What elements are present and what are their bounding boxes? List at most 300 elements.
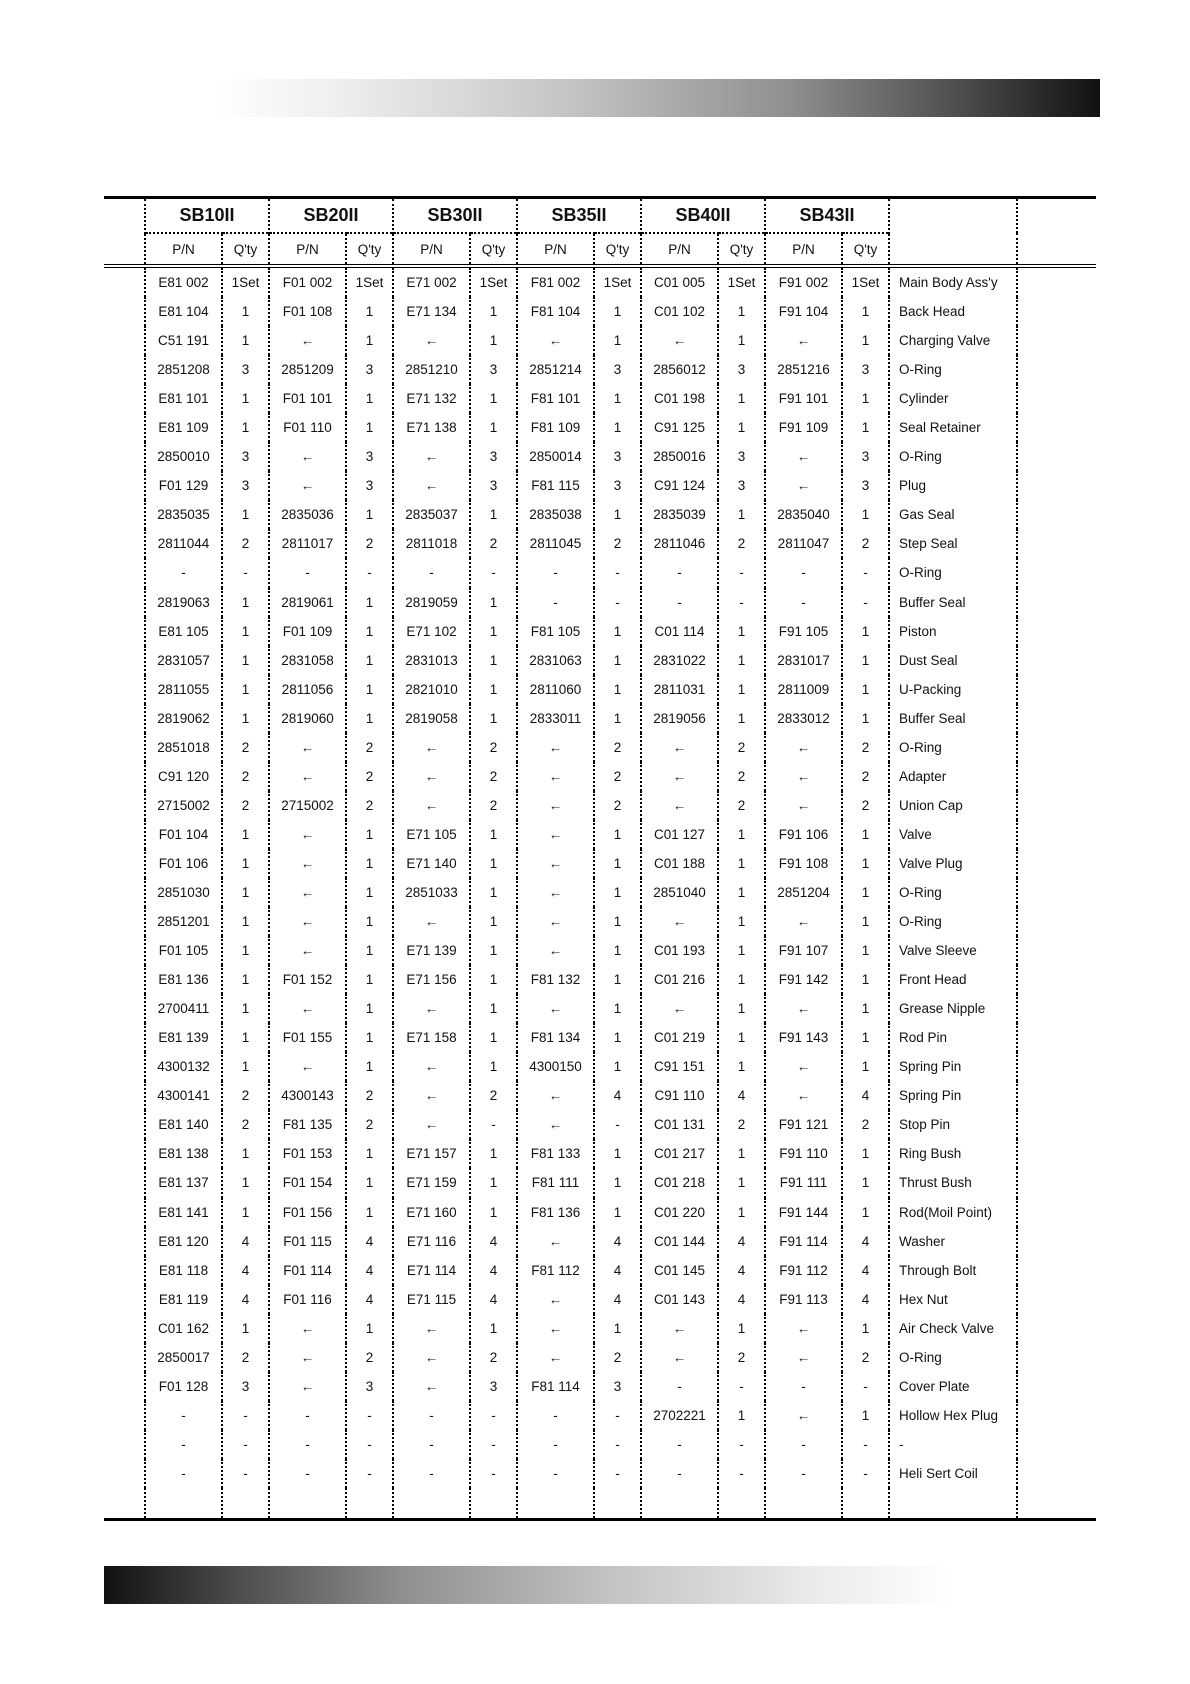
table-row <box>104 733 1096 762</box>
part-number-cell: 2851210 <box>393 355 470 384</box>
quantity-cell: 4 <box>346 1256 393 1285</box>
part-number-cell: C01 216 <box>641 965 718 994</box>
part-number-cell: 2833012 <box>765 704 842 733</box>
quantity-cell: 1 <box>346 907 393 936</box>
quantity-cell: 1Set <box>594 266 641 297</box>
quantity-cell: 1 <box>842 849 889 878</box>
part-number-cell: - <box>641 1372 718 1401</box>
quantity-cell: 1 <box>222 1139 269 1168</box>
model-header-row <box>104 198 1096 234</box>
quantity-cell: 2 <box>718 762 765 791</box>
part-number-cell: ← <box>269 849 346 878</box>
part-number-cell: E81 140 <box>145 1110 222 1139</box>
part-number-cell: F01 116 <box>269 1285 346 1314</box>
table-row <box>104 1430 1096 1459</box>
description-cell: Spring Pin <box>889 1052 1017 1081</box>
quantity-cell: 4 <box>470 1256 517 1285</box>
part-number-cell: E71 102 <box>393 617 470 646</box>
part-number-cell: ← <box>517 1343 594 1372</box>
part-number-cell: F01 002 <box>269 266 346 297</box>
quantity-cell: 1 <box>718 297 765 326</box>
part-number-cell: C01 143 <box>641 1285 718 1314</box>
description-cell: Back Head <box>889 297 1017 326</box>
quantity-cell: 1 <box>718 675 765 704</box>
quantity-cell: 4 <box>346 1285 393 1314</box>
table-row <box>104 675 1096 704</box>
description-cell: Ring Bush <box>889 1139 1017 1168</box>
part-number-cell: E71 116 <box>393 1227 470 1256</box>
quantity-cell: 3 <box>346 471 393 500</box>
part-number-cell: E81 119 <box>145 1285 222 1314</box>
part-number-cell: ← <box>517 994 594 1023</box>
quantity-cell: 1 <box>222 617 269 646</box>
part-number-cell: ← <box>765 733 842 762</box>
quantity-cell: - <box>470 558 517 587</box>
part-number-cell: ← <box>765 1081 842 1110</box>
part-number-cell: F81 135 <box>269 1110 346 1139</box>
part-number-cell: ← <box>269 442 346 471</box>
part-number-cell: ← <box>393 907 470 936</box>
quantity-cell: 4 <box>594 1285 641 1314</box>
quantity-cell: 3 <box>346 1372 393 1401</box>
description-cell: Valve Sleeve <box>889 936 1017 965</box>
part-number-cell: 2819062 <box>145 704 222 733</box>
quantity-cell: 1 <box>346 646 393 675</box>
qty-header: Q'ty <box>842 233 889 266</box>
part-number-cell: - <box>765 1372 842 1401</box>
part-number-cell: F91 105 <box>765 617 842 646</box>
quantity-cell: 1 <box>222 384 269 413</box>
part-number-cell: ← <box>765 994 842 1023</box>
quantity-cell: 2 <box>222 1110 269 1139</box>
quantity-cell: 1 <box>718 1052 765 1081</box>
quantity-cell: 4 <box>842 1285 889 1314</box>
part-number-cell: F81 104 <box>517 297 594 326</box>
part-number-cell: - <box>517 1401 594 1430</box>
quantity-cell: 1 <box>718 936 765 965</box>
part-number-cell: C01 219 <box>641 1023 718 1052</box>
part-number-cell: C91 125 <box>641 413 718 442</box>
part-number-cell: ← <box>517 326 594 355</box>
description-cell: Cover Plate <box>889 1372 1017 1401</box>
description-cell: Cylinder <box>889 384 1017 413</box>
quantity-cell: 4 <box>594 1081 641 1110</box>
part-number-cell: - <box>765 1459 842 1488</box>
part-number-cell: F91 114 <box>765 1227 842 1256</box>
part-number-cell: 2850014 <box>517 442 594 471</box>
part-number-cell: 2850016 <box>641 442 718 471</box>
part-number-cell: F81 133 <box>517 1139 594 1168</box>
part-number-cell: E81 101 <box>145 384 222 413</box>
part-number-cell: ← <box>765 791 842 820</box>
quantity-cell: 1 <box>470 675 517 704</box>
quantity-cell: 1 <box>222 675 269 704</box>
quantity-cell: 1 <box>470 588 517 617</box>
part-number-cell: 2811056 <box>269 675 346 704</box>
part-number-cell: - <box>765 558 842 587</box>
quantity-cell: 1 <box>594 297 641 326</box>
quantity-cell: 3 <box>594 355 641 384</box>
quantity-cell: 2 <box>594 762 641 791</box>
part-number-cell: C01 114 <box>641 617 718 646</box>
quantity-cell: 1 <box>470 646 517 675</box>
part-number-cell: ← <box>269 1314 346 1343</box>
quantity-cell: 1 <box>222 413 269 442</box>
quantity-cell: 2 <box>470 791 517 820</box>
part-number-cell: 2835039 <box>641 500 718 529</box>
quantity-cell: 1 <box>470 1052 517 1081</box>
part-number-cell: - <box>269 1401 346 1430</box>
part-number-cell: 2835037 <box>393 500 470 529</box>
part-number-cell: ← <box>393 1314 470 1343</box>
description-cell: Seal Retainer <box>889 413 1017 442</box>
quantity-cell: 3 <box>842 471 889 500</box>
quantity-cell: 1 <box>222 646 269 675</box>
part-number-cell: ← <box>765 1052 842 1081</box>
part-number-cell: - <box>145 1430 222 1459</box>
quantity-cell: 4 <box>594 1256 641 1285</box>
quantity-cell: 2 <box>718 529 765 558</box>
description-cell: Washer <box>889 1227 1017 1256</box>
part-number-cell: ← <box>393 1052 470 1081</box>
quantity-cell: - <box>842 1372 889 1401</box>
part-number-cell: ← <box>517 936 594 965</box>
quantity-cell: 1 <box>842 936 889 965</box>
part-number-cell: F01 114 <box>269 1256 346 1285</box>
quantity-cell: 3 <box>470 442 517 471</box>
quantity-cell: 1 <box>594 1314 641 1343</box>
description-cell: Hex Nut <box>889 1285 1017 1314</box>
part-number-cell: F91 144 <box>765 1198 842 1227</box>
part-number-cell: ← <box>269 907 346 936</box>
quantity-cell: 1 <box>718 413 765 442</box>
quantity-cell: 1 <box>594 849 641 878</box>
quantity-cell: - <box>346 1459 393 1488</box>
quantity-cell: 3 <box>222 355 269 384</box>
part-number-cell: ← <box>393 733 470 762</box>
pn-header: P/N <box>641 233 718 266</box>
quantity-cell: 2 <box>594 791 641 820</box>
quantity-cell: 1 <box>222 820 269 849</box>
part-number-cell: ← <box>269 936 346 965</box>
quantity-cell: 1 <box>470 1168 517 1197</box>
part-number-cell: ← <box>269 994 346 1023</box>
part-number-cell: ← <box>517 878 594 907</box>
description-cell: Plug <box>889 471 1017 500</box>
quantity-cell: 1 <box>470 994 517 1023</box>
table-row <box>104 413 1096 442</box>
quantity-cell: 1 <box>222 326 269 355</box>
part-number-cell: C91 151 <box>641 1052 718 1081</box>
part-number-cell: ← <box>765 1401 842 1430</box>
table-row <box>104 994 1096 1023</box>
quantity-cell: 2 <box>222 1081 269 1110</box>
quantity-cell: 2 <box>718 733 765 762</box>
quantity-cell: 1 <box>222 936 269 965</box>
quantity-cell: 2 <box>718 1343 765 1372</box>
table-row <box>104 1314 1096 1343</box>
part-number-cell: - <box>641 558 718 587</box>
quantity-cell: 1 <box>594 878 641 907</box>
model-header: SB35II <box>517 198 641 234</box>
quantity-cell: - <box>470 1401 517 1430</box>
quantity-cell: - <box>470 1430 517 1459</box>
part-number-cell: E81 136 <box>145 965 222 994</box>
part-number-cell: F01 104 <box>145 820 222 849</box>
quantity-cell: - <box>222 1459 269 1488</box>
quantity-cell: - <box>594 1459 641 1488</box>
description-cell: Union Cap <box>889 791 1017 820</box>
table-row <box>104 878 1096 907</box>
quantity-cell: 4 <box>470 1285 517 1314</box>
table-row <box>104 384 1096 413</box>
table-row <box>104 355 1096 384</box>
table-row <box>104 646 1096 675</box>
description-cell: Rod Pin <box>889 1023 1017 1052</box>
model-header: SB20II <box>269 198 393 234</box>
quantity-cell: 1 <box>470 1139 517 1168</box>
part-number-cell: 2851209 <box>269 355 346 384</box>
part-number-cell: 2819059 <box>393 588 470 617</box>
description-cell: Spring Pin <box>889 1081 1017 1110</box>
quantity-cell: 1 <box>718 820 765 849</box>
qty-header: Q'ty <box>222 233 269 266</box>
quantity-cell: 1 <box>842 384 889 413</box>
table-row <box>104 936 1096 965</box>
part-number-cell: E71 158 <box>393 1023 470 1052</box>
table-row <box>104 1081 1096 1110</box>
part-number-cell: 2851030 <box>145 878 222 907</box>
quantity-cell: 1 <box>718 1168 765 1197</box>
description-cell: Buffer Seal <box>889 704 1017 733</box>
description-cell: Valve <box>889 820 1017 849</box>
part-number-cell: ← <box>393 1081 470 1110</box>
part-number-cell: F91 142 <box>765 965 842 994</box>
quantity-cell: 1 <box>842 297 889 326</box>
part-number-cell: ← <box>269 820 346 849</box>
part-number-cell: ← <box>641 791 718 820</box>
parts-table-body <box>104 266 1096 1519</box>
quantity-cell: - <box>718 588 765 617</box>
quantity-cell: 2 <box>346 791 393 820</box>
part-number-cell: ← <box>517 733 594 762</box>
quantity-cell: 1 <box>594 936 641 965</box>
part-number-cell: C01 198 <box>641 384 718 413</box>
quantity-cell: 1 <box>346 994 393 1023</box>
part-number-cell: - <box>393 1401 470 1430</box>
part-number-cell: ← <box>269 1343 346 1372</box>
part-number-cell: 2851018 <box>145 733 222 762</box>
quantity-cell: - <box>222 1401 269 1430</box>
quantity-cell: 1 <box>594 1168 641 1197</box>
table-row <box>104 704 1096 733</box>
quantity-cell: 1 <box>470 413 517 442</box>
quantity-cell: 1 <box>346 1052 393 1081</box>
table-row <box>104 762 1096 791</box>
part-number-cell: F81 101 <box>517 384 594 413</box>
part-number-cell: C01 188 <box>641 849 718 878</box>
part-number-cell: 2811018 <box>393 529 470 558</box>
part-number-cell: 4300132 <box>145 1052 222 1081</box>
table-row <box>104 820 1096 849</box>
quantity-cell: 4 <box>346 1227 393 1256</box>
part-number-cell: C01 217 <box>641 1139 718 1168</box>
quantity-cell: 1 <box>842 994 889 1023</box>
quantity-cell: 1 <box>222 907 269 936</box>
quantity-cell: 1 <box>718 1314 765 1343</box>
quantity-cell: 1 <box>470 326 517 355</box>
quantity-cell: 1 <box>718 500 765 529</box>
part-number-cell: ← <box>641 1314 718 1343</box>
qty-header: Q'ty <box>718 233 765 266</box>
quantity-cell: 2 <box>222 762 269 791</box>
quantity-cell: - <box>594 588 641 617</box>
part-number-cell: 2850010 <box>145 442 222 471</box>
quantity-cell: 1 <box>222 704 269 733</box>
table-row <box>104 297 1096 326</box>
quantity-cell: 2 <box>470 733 517 762</box>
quantity-cell: 1 <box>222 849 269 878</box>
quantity-cell: 1 <box>346 500 393 529</box>
quantity-cell: - <box>222 558 269 587</box>
quantity-cell: 3 <box>346 442 393 471</box>
subheader-row <box>104 233 1096 266</box>
part-number-cell: E81 120 <box>145 1227 222 1256</box>
quantity-cell: - <box>346 558 393 587</box>
part-number-cell: E71 156 <box>393 965 470 994</box>
part-number-cell: F01 152 <box>269 965 346 994</box>
quantity-cell: 3 <box>718 355 765 384</box>
part-number-cell: - <box>145 1401 222 1430</box>
part-number-cell: ← <box>765 907 842 936</box>
part-number-cell: E71 138 <box>393 413 470 442</box>
quantity-cell: 1 <box>346 878 393 907</box>
quantity-cell: 2 <box>842 733 889 762</box>
part-number-cell: E81 104 <box>145 297 222 326</box>
quantity-cell: - <box>470 1110 517 1139</box>
part-number-cell: 2811055 <box>145 675 222 704</box>
quantity-cell: 1 <box>718 1139 765 1168</box>
part-number-cell: - <box>145 558 222 587</box>
quantity-cell: 1 <box>842 646 889 675</box>
part-number-cell: E81 118 <box>145 1256 222 1285</box>
part-number-cell: ← <box>641 762 718 791</box>
part-number-cell: C01 193 <box>641 936 718 965</box>
part-number-cell: C91 110 <box>641 1081 718 1110</box>
quantity-cell: 4 <box>222 1285 269 1314</box>
part-number-cell: 2851040 <box>641 878 718 907</box>
part-number-cell: 2835035 <box>145 500 222 529</box>
part-number-cell: 2850017 <box>145 1343 222 1372</box>
table-row <box>104 965 1096 994</box>
description-cell: O-Ring <box>889 733 1017 762</box>
quantity-cell: 3 <box>470 471 517 500</box>
table-row <box>104 1401 1096 1430</box>
quantity-cell: 1 <box>718 326 765 355</box>
quantity-cell: 1 <box>346 675 393 704</box>
quantity-cell: 1 <box>346 617 393 646</box>
part-number-cell: 2835038 <box>517 500 594 529</box>
quantity-cell: - <box>594 1430 641 1459</box>
part-number-cell: ← <box>269 762 346 791</box>
description-cell: Adapter <box>889 762 1017 791</box>
part-number-cell: F81 109 <box>517 413 594 442</box>
description-cell: Thrust Bush <box>889 1168 1017 1197</box>
part-number-cell: C01 220 <box>641 1198 718 1227</box>
quantity-cell: 2 <box>718 791 765 820</box>
quantity-cell: 1 <box>222 1023 269 1052</box>
quantity-cell: 3 <box>470 1372 517 1401</box>
quantity-cell: 1 <box>470 936 517 965</box>
part-number-cell: F01 129 <box>145 471 222 500</box>
quantity-cell: 2 <box>222 1343 269 1372</box>
part-number-cell: 2851033 <box>393 878 470 907</box>
quantity-cell: 1 <box>594 675 641 704</box>
quantity-cell: 1 <box>346 588 393 617</box>
table-row <box>104 1052 1096 1081</box>
part-number-cell: C01 005 <box>641 266 718 297</box>
quantity-cell: 3 <box>842 355 889 384</box>
quantity-cell: 1 <box>346 936 393 965</box>
quantity-cell: 3 <box>718 442 765 471</box>
quantity-cell: 1 <box>594 820 641 849</box>
part-number-cell: F01 109 <box>269 617 346 646</box>
part-number-cell: 2835040 <box>765 500 842 529</box>
part-number-cell: 2811009 <box>765 675 842 704</box>
description-cell: Step Seal <box>889 529 1017 558</box>
quantity-cell: 2 <box>222 529 269 558</box>
table-row <box>104 1343 1096 1372</box>
quantity-cell: 2 <box>718 1110 765 1139</box>
quantity-cell: - <box>718 1459 765 1488</box>
part-number-cell: ← <box>641 994 718 1023</box>
quantity-cell: - <box>718 1430 765 1459</box>
part-number-cell: - <box>393 1459 470 1488</box>
part-number-cell: 2811017 <box>269 529 346 558</box>
part-number-cell: C01 102 <box>641 297 718 326</box>
part-number-cell: 2851204 <box>765 878 842 907</box>
quantity-cell: 1 <box>594 965 641 994</box>
part-number-cell: ← <box>393 326 470 355</box>
part-number-cell: 2831063 <box>517 646 594 675</box>
part-number-cell: ← <box>517 1227 594 1256</box>
quantity-cell: - <box>842 1459 889 1488</box>
description-cell: Dust Seal <box>889 646 1017 675</box>
quantity-cell: 1 <box>718 617 765 646</box>
table-row <box>104 529 1096 558</box>
quantity-cell: 2 <box>842 791 889 820</box>
table-row <box>104 588 1096 617</box>
part-number-cell: 2831022 <box>641 646 718 675</box>
part-number-cell: - <box>269 1430 346 1459</box>
quantity-cell: 1 <box>594 646 641 675</box>
quantity-cell: 1 <box>346 297 393 326</box>
quantity-cell: 1 <box>346 965 393 994</box>
quantity-cell: 1 <box>594 1023 641 1052</box>
part-number-cell: 2819060 <box>269 704 346 733</box>
quantity-cell: 1 <box>842 500 889 529</box>
part-number-cell: ← <box>393 762 470 791</box>
part-number-cell: F81 132 <box>517 965 594 994</box>
quantity-cell: 1 <box>718 907 765 936</box>
quantity-cell: 1 <box>470 1198 517 1227</box>
quantity-cell: 1 <box>718 646 765 675</box>
quantity-cell: 2 <box>222 791 269 820</box>
part-number-cell: F91 111 <box>765 1168 842 1197</box>
table-row <box>104 266 1096 297</box>
part-number-cell: ← <box>517 762 594 791</box>
quantity-cell: 1 <box>346 849 393 878</box>
